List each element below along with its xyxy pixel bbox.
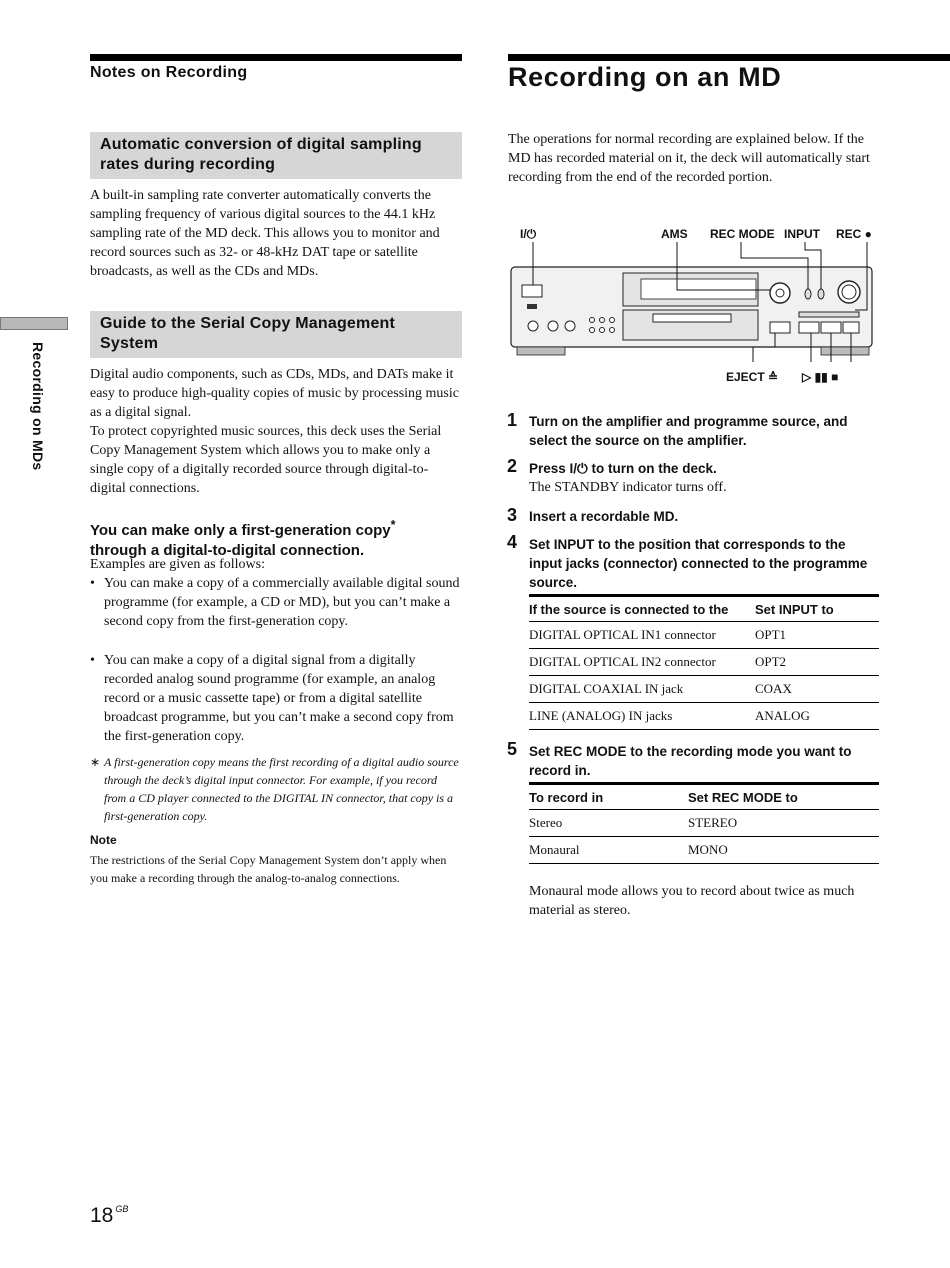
eject-button-shape	[770, 322, 790, 333]
skip-buttons	[799, 312, 859, 317]
page-number	[90, 1204, 128, 1228]
table-cell: ANALOG	[755, 703, 879, 730]
table-header-row	[529, 596, 879, 622]
label-eject: EJECT ≙	[726, 370, 779, 384]
table-header-row	[529, 784, 879, 810]
display-inner	[641, 279, 756, 299]
table-row	[529, 810, 879, 837]
pause-button-shape	[821, 322, 841, 333]
bullet-text-2: You can make a copy of a digital signal from a digitally recorded analog sound programme (for example, an analog record or a music cassette tape) or from a digital satellite broadcast programme, but you can’t make a second copy from the first-generation copy.	[104, 653, 454, 744]
section-title: Notes on Recording	[90, 64, 248, 81]
table-cell: DIGITAL OPTICAL IN2 connector	[529, 649, 755, 676]
bullet-mark: •	[90, 653, 95, 668]
heading-sampling-conversion: Automatic conversion of digital sampling rates during recording	[90, 132, 462, 179]
paragraph-scms-protect: To protect copyrighted music sources, this deck uses the Serial Copy Management System which allows you to make only a single copy of a digitally recorded source through digital-to-digital connections.	[90, 424, 442, 496]
label-rec: REC ●	[836, 227, 872, 241]
disc-slot	[653, 314, 731, 322]
closing-paragraph: Monaural mode allows you to record about twice as much material as stereo.	[529, 884, 855, 918]
table-cell: STEREO	[688, 810, 879, 837]
table-row	[529, 649, 879, 676]
step-text-3: Insert a recordable MD.	[529, 509, 679, 524]
footnote-mark: ∗	[90, 755, 101, 769]
step-sub-2: The STANDBY indicator turns off.	[529, 480, 727, 495]
input-switch	[818, 289, 824, 299]
table-row	[529, 837, 879, 864]
table-header-cell: If the source is connected to the	[529, 596, 755, 622]
table-cell: DIGITAL COAXIAL IN jack	[529, 676, 755, 703]
deck-foot-right	[821, 347, 869, 355]
intro-paragraph: The operations for normal recording are explained below. If the MD has recorded material on it, the deck will automatically start recording from the end of the recorded portion.	[508, 132, 870, 185]
ams-dial-center	[776, 289, 784, 297]
table-row	[529, 622, 879, 649]
table-row	[529, 676, 879, 703]
subheading-line2: through a digital-to-digital connection.	[90, 542, 365, 559]
side-section-label: Recording on MDs	[30, 342, 46, 471]
label-input: INPUT	[784, 227, 820, 241]
left-top-rule	[90, 54, 462, 61]
table-cell: OPT1	[755, 622, 879, 649]
side-tab-marker	[0, 317, 68, 330]
phones-jack	[528, 321, 538, 331]
step-number-3: 3	[507, 505, 518, 525]
table-cell: Stereo	[529, 810, 688, 837]
paragraph-scms-intro: Digital audio components, such as CDs, MDs, and DATs make it easy to produce high-quality copies of music by processing music as a digital signal.	[90, 367, 459, 420]
label-power: I/⏻	[520, 227, 537, 241]
input-setting-table	[529, 594, 879, 730]
rec-mode-table	[529, 782, 879, 864]
step-number-2: 2	[507, 456, 518, 476]
bullet-item-1	[90, 574, 462, 631]
power-button-shape	[522, 285, 542, 297]
step-number-1: 1	[507, 410, 518, 430]
deck-foot-left	[517, 347, 565, 355]
step-number-4: 4	[507, 532, 518, 552]
deck-illustration	[505, 222, 877, 367]
label-transport: ▷ ▮▮ ■	[802, 370, 839, 384]
subheading-line1: You can make only a first-generation copy	[90, 522, 391, 539]
table-cell: MONO	[688, 837, 879, 864]
step-text-2: Press I/⏻ to turn on the deck.	[529, 461, 717, 476]
label-ams: AMS	[661, 227, 688, 241]
note-heading: Note	[90, 833, 117, 847]
table-cell: OPT2	[755, 649, 879, 676]
table-header-cell: To record in	[529, 784, 688, 810]
level-knob	[838, 281, 860, 303]
table-cell: DIGITAL OPTICAL IN1 connector	[529, 622, 755, 649]
jack-2	[548, 321, 558, 331]
asterisk-mark: *	[390, 518, 396, 532]
page-title: Recording on an MD	[508, 62, 782, 92]
page-number-value: 18	[90, 1204, 114, 1227]
table-header-cell: Set INPUT to	[755, 596, 879, 622]
jack-3	[565, 321, 575, 331]
note-text: The restrictions of the Serial Copy Management System don’t apply when you make a recording through the analog-to-analog connections.	[90, 853, 447, 885]
play-button-shape	[799, 322, 819, 333]
page-number-suffix: GB	[115, 1204, 129, 1214]
step-text-1: Turn on the amplifier and programme source, and select the source on the amplifier.	[529, 414, 848, 448]
step-number-5: 5	[507, 739, 518, 759]
rec-mode-switch	[805, 289, 811, 299]
bullet-text-1: You can make a copy of a commercially available digital sound programme (for example, a CD or MD), but you can’t make a second copy from the first-generation copy.	[104, 576, 460, 629]
standby-indicator	[527, 304, 537, 309]
heading-scms: Guide to the Serial Copy Management System	[90, 311, 462, 358]
table-cell: Monaural	[529, 837, 688, 864]
table-cell: COAX	[755, 676, 879, 703]
table-cell: LINE (ANALOG) IN jacks	[529, 703, 755, 730]
paragraph-sampling-conversion: A built-in sampling rate converter automatically converts the sampling frequency of various digital sources to the 44.1 kHz sampling rate of the MD deck. This allows you to monitor and record sources such as 32- or 48-kHz DAT tape or satellite broadcasts, as well as the CDs and MDs.	[90, 188, 440, 279]
footnote	[90, 753, 462, 825]
table-header-cell: Set REC MODE to	[688, 784, 879, 810]
label-rec-mode: REC MODE	[710, 227, 775, 241]
bullet-item-2	[90, 651, 462, 746]
table-row	[529, 703, 879, 730]
stop-button-shape	[843, 322, 859, 333]
step-text-5: Set REC MODE to the recording mode you want to record in.	[529, 744, 852, 778]
right-top-rule	[508, 54, 950, 61]
examples-intro: Examples are given as follows:	[90, 557, 265, 572]
bullet-mark: •	[90, 576, 95, 591]
step-text-4: Set INPUT to the position that corresponds to the input jacks (connector) connected to the programme source.	[529, 537, 868, 590]
footnote-text: A first-generation copy means the first recording of a digital audio source through the deck’s digital input connector. For example, if you record from a CD player connected to the DIGITAL IN connector, that copy is a first-generation copy.	[104, 755, 459, 823]
